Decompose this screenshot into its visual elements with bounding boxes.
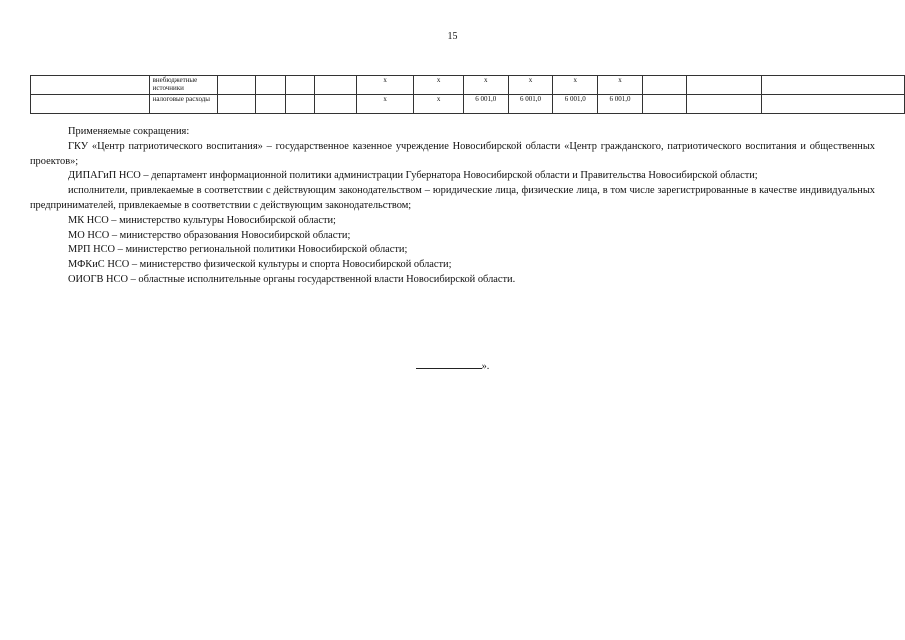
abbreviation-item: исполнители, привлекаемые в соответствии с действующим законодательством – юридические лица, физические лица, в том числе зарегистрированные в качестве индивидуальных предпринимателей, привлекаемые в соответствии с действующим законодательством;	[30, 185, 875, 211]
table-cell-empty	[255, 76, 285, 95]
closing-line	[416, 358, 482, 369]
table-cell-empty	[31, 95, 150, 114]
table-cell-value: 6 001,0	[553, 95, 598, 114]
table-cell-empty	[642, 95, 687, 114]
table-cell-value: 6 001,0	[463, 95, 508, 114]
table-cell-value: x	[598, 76, 643, 95]
abbreviation-item: ГКУ «Центр патриотического воспитания» – государственное казенное учреждение Новосибирской области «Центр гражданского, патриотического воспитания и общественных проектов»;	[30, 140, 875, 167]
abbreviation-item: МРП НСО – министерство региональной политики Новосибирской области;	[68, 244, 408, 256]
closing-mark	[0, 358, 905, 372]
table-cell-empty	[218, 95, 256, 114]
table-row	[31, 76, 905, 95]
abbreviations-heading: Применяемые сокращения:	[68, 126, 190, 137]
table-row-label: внебюджетные источники	[149, 76, 218, 95]
budget-table-body	[31, 76, 905, 114]
closing-quote: ».	[481, 361, 490, 372]
table-cell-value: x	[356, 95, 413, 114]
abbreviation-item: МФКиС НСО – министерство физической культуры и спорта Новосибирской области;	[68, 259, 452, 271]
table-cell-empty	[315, 95, 357, 114]
abbreviation-item: ОИОГВ НСО – областные исполнительные органы государственной власти Новосибирской области.	[68, 273, 516, 285]
table-cell-value: x	[414, 76, 464, 95]
abbreviations-section	[30, 125, 875, 288]
abbreviation-item: МК НСО – министерство культуры Новосибирской области;	[68, 214, 336, 226]
table-row	[31, 95, 905, 114]
table-cell-empty	[687, 76, 761, 95]
table-row-label: налоговые расходы	[149, 95, 218, 114]
table-cell-value: x	[463, 76, 508, 95]
table-cell-value: x	[414, 95, 464, 114]
page-number: 15	[447, 31, 458, 42]
table-cell-empty	[285, 76, 315, 95]
abbreviation-item: ДИПАГиП НСО – департамент информационной политики администрации Губернатора Новосибирской области и Правительства Новосибирской области;	[68, 170, 758, 182]
table-cell-value: 6 001,0	[508, 95, 553, 114]
table-cell-empty	[761, 76, 904, 95]
table-cell-value: x	[356, 76, 413, 95]
table-cell-empty	[218, 76, 256, 95]
table-cell-empty	[687, 95, 761, 114]
table-cell-value: 6 001,0	[598, 95, 643, 114]
table-cell-value: x	[508, 76, 553, 95]
table-cell-empty	[315, 76, 357, 95]
table-cell-empty	[642, 76, 687, 95]
table-cell-value: x	[553, 76, 598, 95]
table-cell-empty	[255, 95, 285, 114]
budget-table	[30, 75, 905, 114]
table-cell-empty	[761, 95, 904, 114]
table-cell-empty	[31, 76, 150, 95]
abbreviation-item: МО НСО – министерство образования Новосибирской области;	[68, 229, 351, 241]
table-cell-empty	[285, 95, 315, 114]
